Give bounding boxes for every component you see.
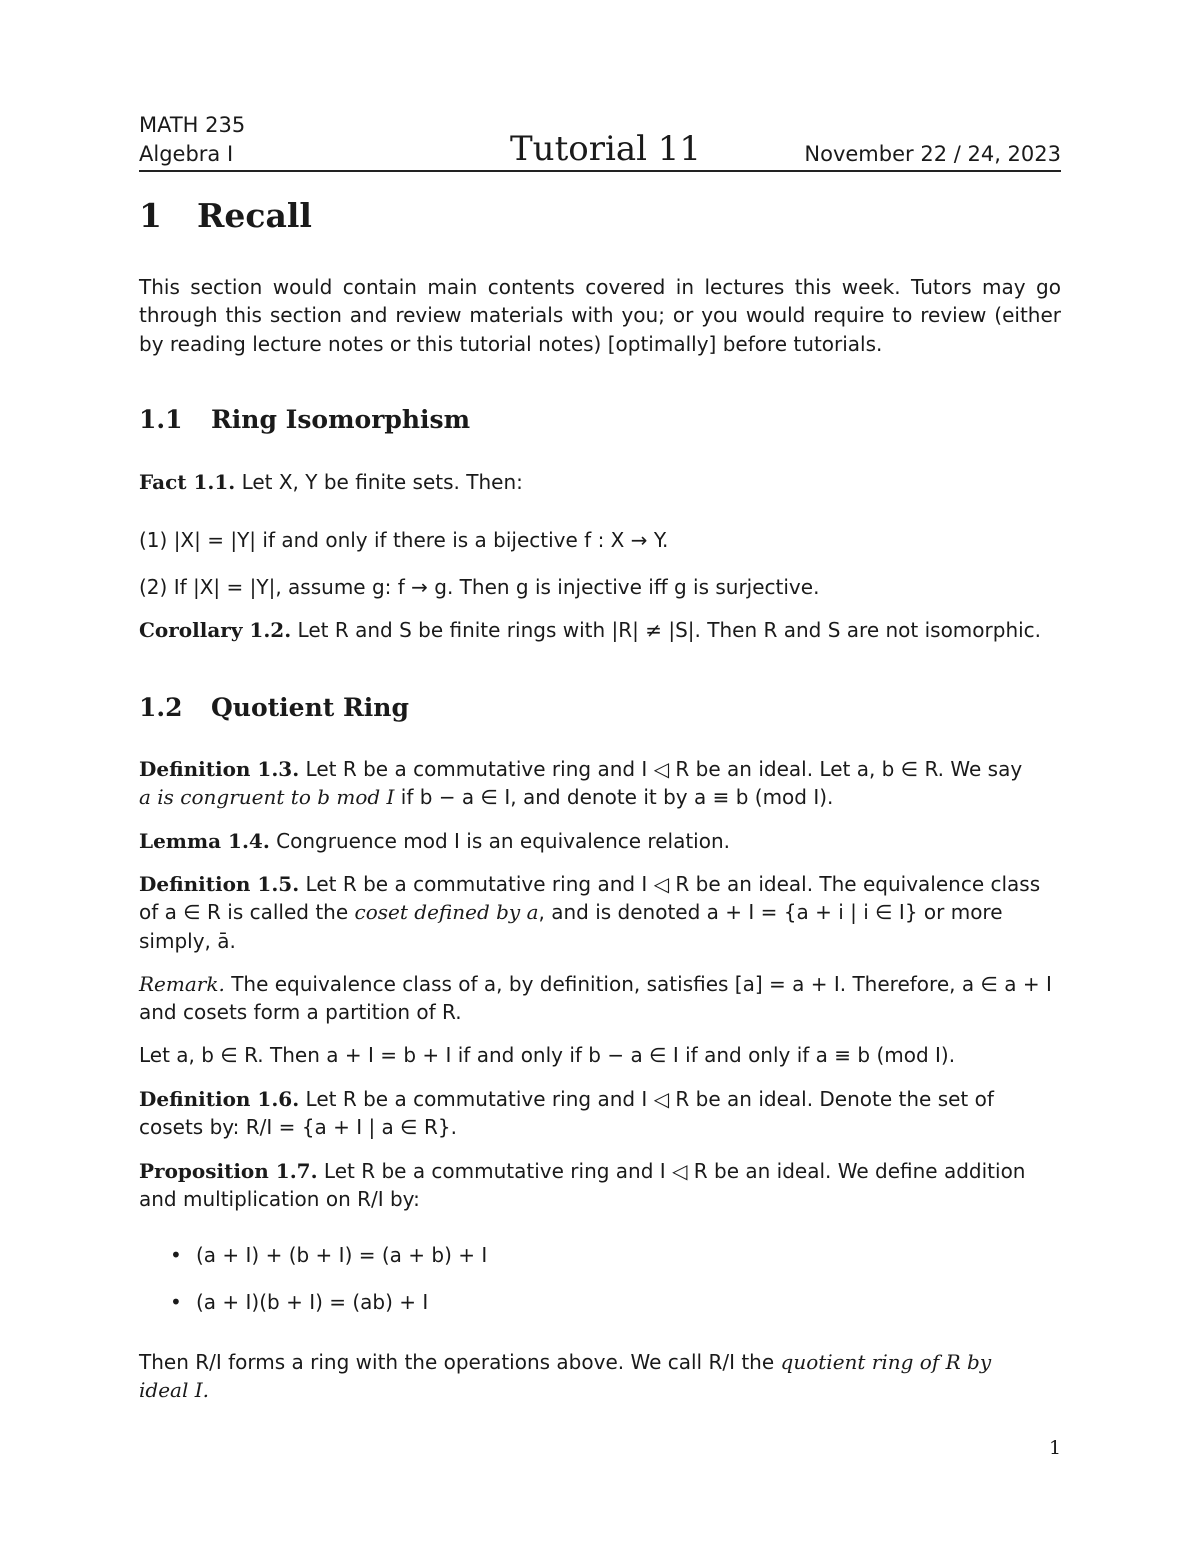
list-item: (a + I)(b + I) = (ab) + I — [196, 1290, 429, 1314]
subsection-title: Ring Isomorphism — [211, 405, 471, 434]
definition-1-3-label: Definition 1.3. — [139, 757, 300, 781]
fact-1-1 — [139, 468, 1061, 496]
quotient-ring-term: quotient ring of R by — [780, 1350, 992, 1374]
proposition-1-7-line-1 — [139, 1157, 1061, 1185]
intro-text-2: through this section and review materials with you; or you would require to review (either — [139, 303, 1061, 327]
remark-label: Remark. — [139, 972, 225, 996]
coset-equality-statement — [139, 1041, 1061, 1069]
intro-line-2 — [139, 301, 1061, 329]
lemma-1-4 — [139, 827, 1061, 855]
fact-label: Fact 1.1. — [139, 470, 236, 494]
fact-item-1 — [139, 526, 1061, 554]
page-number: 1 — [1049, 1437, 1062, 1459]
definition-1-5-line-1 — [139, 870, 1061, 898]
section-heading-recall — [139, 196, 312, 235]
quotient-ring-line-2 — [139, 1376, 1061, 1404]
lemma-label: Lemma 1.4. — [139, 829, 270, 853]
definition-1-5-line-3 — [139, 927, 1061, 955]
intro-text-1: This section would contain main contents covered in lectures this week. Tutors may go — [139, 275, 1061, 299]
corollary-text: Let R and S be finite rings with |R| ≠ |S|. Then R and S are not isomorphic. — [297, 618, 1042, 642]
subsection-title: Quotient Ring — [211, 693, 409, 722]
corollary-label: Corollary 1.2. — [139, 618, 292, 642]
definition-1-5-text-2b: , and is denoted a + I = {a + i | i ∈ I} or more — [538, 900, 1003, 924]
fact-item-1-text: (1) |X| = |Y| if and only if there is a bijective f : X → Y. — [139, 528, 669, 552]
definition-1-5-text-3: simply, ā. — [139, 929, 236, 953]
definition-1-5-text: Let R be a commutative ring and I ◁ R be an ideal. The equivalence class — [305, 872, 1041, 896]
proposition-text-2: and multiplication on R/I by: — [139, 1187, 420, 1211]
definition-1-3-text: Let R be a commutative ring and I ◁ R be an ideal. Let a, b ∈ R. We say — [305, 757, 1023, 781]
definition-1-6-text-2: cosets by: R/I = {a + I | a ∈ R}. — [139, 1115, 457, 1139]
subsection-heading-quotient-ring — [139, 693, 409, 722]
definition-1-3-line-2 — [139, 783, 1061, 811]
remark-line-2 — [139, 998, 1061, 1026]
coset-equality-text: Let a, b ∈ R. Then a + I = b + I if and only if b − a ∈ I if and only if a ≡ b (mod I). — [139, 1043, 956, 1067]
definition-1-6-line-1 — [139, 1085, 1061, 1113]
definition-1-6-label: Definition 1.6. — [139, 1087, 300, 1111]
definition-1-5-label: Definition 1.5. — [139, 872, 300, 896]
congruent-term: a is congruent to b mod I — [139, 785, 395, 809]
course-subject: Algebra I — [139, 142, 234, 166]
subsection-heading-ring-isomorphism — [139, 405, 470, 434]
corollary-1-2 — [139, 616, 1061, 644]
header-divider — [139, 170, 1061, 172]
remark-text-1: The equivalence class of a, by definition, satisfies [a] = a + I. Therefore, a ∈ a + I — [231, 972, 1052, 996]
remark-text-2: and cosets form a partition of R. — [139, 1000, 462, 1024]
remark-line-1 — [139, 970, 1061, 998]
tutorial-date: November 22 / 24, 2023 — [804, 142, 1061, 166]
definition-1-3-rest: if b − a ∈ I, and denote it by a ≡ b (mod I). — [394, 785, 834, 809]
quotient-ring-line-1 — [139, 1348, 1061, 1376]
fact-text: Let X, Y be finite sets. Then: — [241, 470, 523, 494]
section-title: Recall — [197, 196, 312, 235]
quotient-ring-term-2: ideal I. — [139, 1378, 209, 1402]
quotient-ring-text: Then R/I forms a ring with the operations above. We call R/I the — [139, 1350, 781, 1374]
section-number: 1 — [139, 196, 162, 235]
coset-term: coset defined by a — [354, 900, 539, 924]
intro-line-3 — [139, 330, 1061, 358]
course-code: MATH 235 — [139, 113, 246, 137]
page-title: Tutorial 11 — [510, 129, 702, 169]
proposition-text: Let R be a commutative ring and I ◁ R be an ideal. We define addition — [323, 1159, 1026, 1183]
definition-1-5-line-2 — [139, 898, 1061, 926]
subsection-number: 1.1 — [139, 405, 183, 434]
proposition-label: Proposition 1.7. — [139, 1159, 318, 1183]
definition-1-3-line-1 — [139, 755, 1061, 783]
fact-item-2-text: (2) If |X| = |Y|, assume g: f → g. Then g is injective iff g is surjective. — [139, 575, 820, 599]
definition-1-6-line-2 — [139, 1113, 1061, 1141]
definition-1-6-text: Let R be a commutative ring and I ◁ R be an ideal. Denote the set of — [305, 1087, 994, 1111]
proposition-1-7-line-2 — [139, 1185, 1061, 1213]
fact-item-2 — [139, 573, 1061, 601]
lemma-text: Congruence mod I is an equivalence relation. — [276, 829, 731, 853]
list-item: (a + I) + (b + I) = (a + b) + I — [196, 1243, 488, 1267]
definition-1-5-text-2a: of a ∈ R is called the — [139, 900, 355, 924]
bullet-icon: • — [170, 1290, 182, 1314]
intro-line-1 — [139, 273, 1061, 301]
intro-text-3: by reading lecture notes or this tutorial notes) [optimally] before tutorials. — [139, 332, 883, 356]
bullet-icon: • — [170, 1243, 182, 1267]
subsection-number: 1.2 — [139, 693, 183, 722]
